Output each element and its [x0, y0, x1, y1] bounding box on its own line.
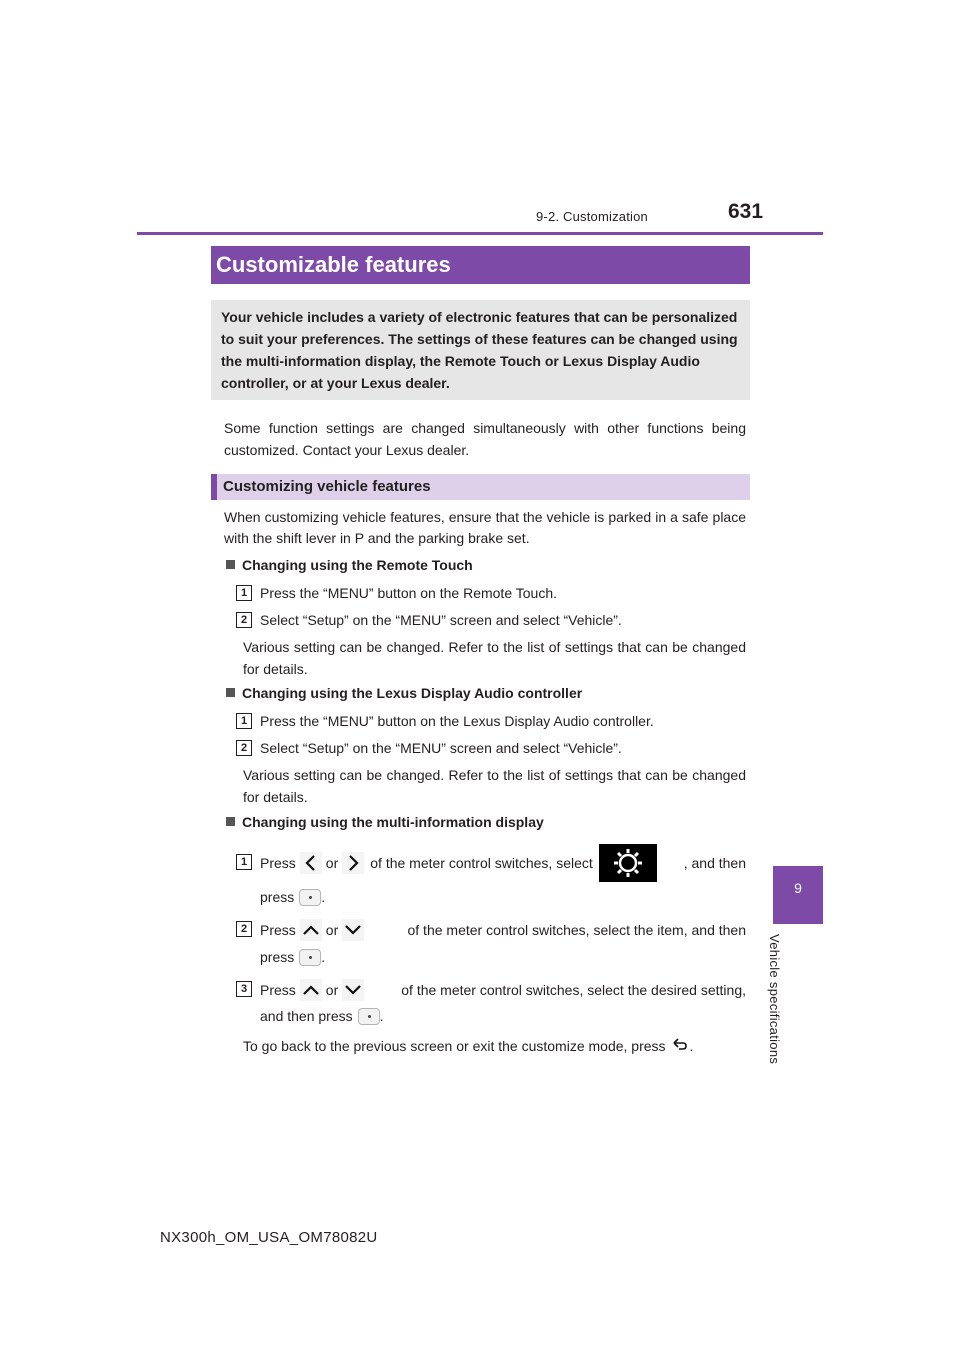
bullet-square-icon — [226, 688, 235, 697]
step-text: Select “Setup” on the “MENU” screen and select “Vehicle”. — [260, 612, 622, 628]
step-text: or — [325, 982, 339, 998]
step-text: of the meter control switches, select the item, and then — [407, 922, 746, 938]
page-number: 631 — [728, 200, 764, 223]
step-text: . — [689, 1038, 694, 1054]
step-line — [260, 1006, 384, 1026]
step-line — [260, 947, 325, 967]
step-line — [260, 843, 746, 883]
step-text: press — [260, 949, 295, 965]
step-text: Press — [260, 922, 296, 938]
enter-button-icon — [299, 889, 321, 906]
step-text: Select “Setup” on the “MENU” screen and select “Vehicle”. — [260, 740, 622, 756]
step-line — [260, 919, 746, 941]
step-text: or — [325, 855, 339, 871]
chapter-label: Vehicle specifications — [767, 934, 782, 1065]
back-note — [243, 1035, 693, 1057]
enter-button-icon — [299, 949, 321, 966]
step-note: Various setting can be changed. Refer to the list of settings that can be changed for details. — [243, 767, 746, 805]
step-text: of the meter control switches, select the desired setting, — [401, 982, 746, 998]
step-number: 1 — [236, 713, 252, 729]
chevron-up-icon — [300, 919, 322, 941]
step-text: Press the “MENU” button on the Lexus Display Audio controller. — [260, 713, 654, 729]
back-arrow-icon — [670, 1035, 690, 1057]
step-text: , and then — [683, 855, 746, 871]
bullet-heading-display-audio: Changing using the Lexus Display Audio controller — [226, 685, 582, 701]
subsection-title: Customizing vehicle features — [211, 474, 750, 500]
step-line — [260, 979, 746, 1001]
step-text: press — [260, 889, 295, 905]
step-number: 2 — [236, 921, 252, 937]
step-text: . — [321, 949, 326, 965]
step-number: 2 — [236, 612, 252, 628]
step-line — [260, 887, 325, 907]
step-text: . — [379, 1008, 384, 1024]
document-code: NX300h_OM_USA_OM78082U — [160, 1229, 378, 1246]
gear-icon — [599, 844, 657, 882]
step-number: 1 — [236, 854, 252, 870]
chevron-down-icon — [342, 919, 364, 941]
step-text: and then press — [260, 1008, 353, 1024]
bullet-heading-remote-touch: Changing using the Remote Touch — [226, 557, 473, 573]
step-text: . — [321, 889, 326, 905]
enter-button-icon — [358, 1008, 380, 1025]
section-title: 9-2. Customization — [536, 209, 648, 224]
step-text: or — [325, 922, 339, 938]
step-text: of the meter control switches, select — [370, 855, 593, 871]
bullet-square-icon — [226, 817, 235, 826]
step-text: Press — [260, 982, 296, 998]
step-text: Press the “MENU” button on the Remote Touch. — [260, 585, 557, 601]
chevron-down-icon — [342, 979, 364, 1001]
intro-box: Your vehicle includes a variety of electronic features that can be personalized to suit your preferences. The settings of these features can be changed using the multi-information display, the Remote Touch or Lexus Display Audio controller, or at your Lexus dealer. — [211, 300, 750, 400]
subsection-intro: When customizing vehicle features, ensure that the vehicle is parked in a safe place with the shift lever in P and the parking brake set. — [224, 509, 746, 546]
step-number: 1 — [236, 585, 252, 601]
chevron-left-icon — [300, 852, 322, 874]
chevron-right-icon — [342, 852, 364, 874]
chapter-number: 9 — [794, 880, 802, 896]
page-title: Customizable features — [211, 246, 750, 284]
paragraph: Some function settings are changed simultaneously with other functions being customized. Contact your Lexus dealer. — [224, 420, 746, 458]
step-number: 3 — [236, 981, 252, 997]
step-number: 2 — [236, 740, 252, 756]
step-text: Press — [260, 855, 296, 871]
step-text: To go back to the previous screen or exit the customize mode, press — [243, 1038, 666, 1054]
chevron-up-icon — [300, 979, 322, 1001]
bullet-square-icon — [226, 560, 235, 569]
bullet-heading-mid: Changing using the multi-information display — [226, 814, 544, 830]
header-rule — [137, 232, 823, 235]
step-note: Various setting can be changed. Refer to the list of settings that can be changed for details. — [243, 639, 746, 677]
